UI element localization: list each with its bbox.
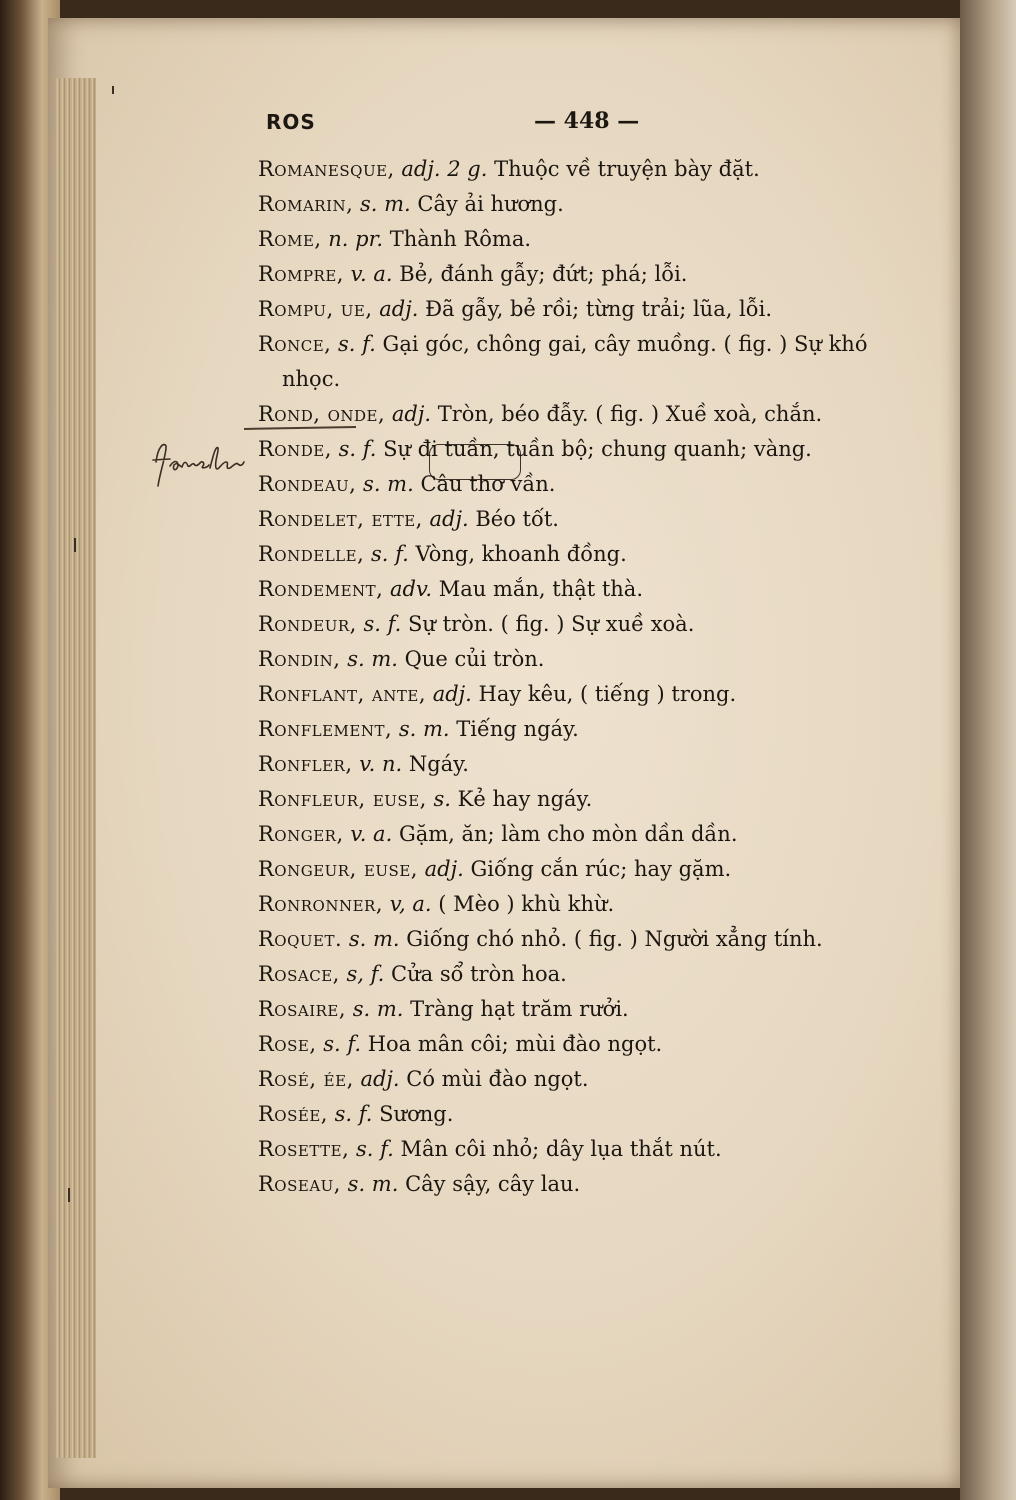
entry-grammar: s. m. [398,717,450,741]
dictionary-entry [258,467,958,502]
entry-grammar: s. m. [352,997,404,1021]
entry-definition: Gặm, ăn; làm cho mòn dần dần. [398,822,738,846]
entry-definition: Thuộc về truyện bày đặt. [494,157,760,181]
dictionary-entry [258,817,958,852]
entry-definition: Bẻ, đánh gẫy; đứt; phá; lỗi. [399,262,688,286]
entry-headword: Romarin, [258,192,354,216]
entry-grammar: v, a. [389,892,432,916]
dictionary-entry [258,607,958,642]
entry-headword: Rondelle, [258,542,365,566]
entry-definition: Mau mắn, thật thà. [438,577,644,601]
entry-grammar: adv. [390,577,433,601]
entry-headword: Rosé, ée, [258,1067,354,1091]
entry-grammar: s. f. [338,437,377,461]
entry-continuation: nhọc. [282,367,341,391]
entry-grammar: s. f. [370,542,409,566]
dictionary-entry [258,432,958,467]
dictionary-entry [258,152,958,187]
handwriting-svg [150,432,254,488]
entry-definition: Đã gẫy, bẻ rồi; từng trải; lũa, lỗi. [425,297,773,321]
entry-grammar: adj. [391,402,432,426]
facing-page-edge [960,0,1016,1500]
entry-headword: Roquet. [258,927,343,951]
dictionary-entry [258,852,958,887]
page-header [266,110,666,140]
entry-grammar: s. f. [338,332,376,356]
dictionary-entry [258,1062,958,1097]
entry-headword: Rose, [258,1032,317,1056]
entry-definition: Cây sậy, cây lau. [405,1172,581,1196]
page-stack-edges [56,78,96,1458]
dictionary-entry [258,642,958,677]
entry-definition: Que củi tròn. [404,647,545,671]
dictionary-entry [258,957,958,992]
margin-tick-mark [68,1188,70,1202]
entry-grammar: s. m. [360,192,411,216]
entry-grammar: s. f. [363,612,402,636]
entry-headword: Rompu, ue, [258,297,373,321]
dictionary-page [48,18,960,1488]
entry-headword: Ronce, [258,332,332,356]
dictionary-entry [258,502,958,537]
dictionary-entry [258,1167,958,1202]
entry-headword: Rondement, [258,577,384,601]
entry-headword: Rondeur, [258,612,357,636]
dictionary-entry [258,747,958,782]
dictionary-entry [258,572,958,607]
entry-headword: Romanesque, [258,157,395,181]
entry-grammar: s. m. [347,1172,399,1196]
entry-headword: Ronflant, ante, [258,682,427,706]
dictionary-entries [258,152,958,1202]
entry-definition: Tràng hạt trăm rưởi. [410,997,629,1021]
entry-grammar: s. f. [355,1137,394,1161]
entry-definition: Cửa sổ tròn hoa. [391,962,567,986]
entry-definition: Sự đi tuần, tuần bộ; chung quanh; vàng. [383,437,812,461]
entry-headword: Rond, onde, [258,402,386,426]
entry-grammar: s. f. [323,1032,362,1056]
dictionary-entry [258,187,958,222]
margin-dot-mark [112,86,114,94]
entry-grammar: v. a. [350,822,393,846]
entry-definition: Gại góc, chông gai, cây muồng. ( fig. ) Sự khó [382,332,868,356]
dictionary-entry [258,922,958,957]
entry-definition: Thành Rôma. [389,227,532,251]
entry-definition: Cây ải hương. [417,192,564,216]
entry-definition: Hay kêu, ( tiếng ) trong. [478,682,737,706]
dictionary-entry [258,257,958,292]
entry-grammar: adj. [379,297,419,321]
entry-grammar: s. m. [348,927,400,951]
entry-headword: Ronfleur, euse, [258,787,427,811]
entry-headword: Rongeur, euse, [258,857,418,881]
entry-headword: Ronger, [258,822,344,846]
dictionary-entry [258,537,958,572]
entry-headword: Rome, [258,227,322,251]
entry-definition: ( Mèo ) khù khừ. [438,892,615,916]
entry-grammar: adj. [424,857,464,881]
dictionary-entry [258,887,958,922]
entry-definition: Tiếng ngáy. [456,717,579,741]
entry-headword: Rosaire, [258,997,347,1021]
entry-grammar: s, f. [346,962,385,986]
entry-headword: Rondeau, [258,472,357,496]
entry-grammar: adj. [360,1067,400,1091]
entry-definition: Vòng, khoanh đồng. [415,542,627,566]
entry-headword: Rosée, [258,1102,328,1126]
entry-definition: Hoa mân côi; mùi đào ngọt. [367,1032,663,1056]
entry-definition: Tròn, béo đẫy. ( fig. ) Xuề xoà, chắn. [437,402,823,426]
dictionary-entry [258,1027,958,1062]
entry-definition: Giống cắn rúc; hay gặm. [470,857,732,881]
entry-definition: Sự tròn. ( fig. ) Sự xuề xoà. [408,612,695,636]
handwritten-margin-note [150,432,254,488]
entry-headword: Rondin, [258,647,341,671]
entry-headword: Roseau, [258,1172,341,1196]
entry-definition: Béo tốt. [475,507,559,531]
page-number: — 448 — [534,108,640,134]
entry-grammar: adj. 2 g. [401,157,488,181]
entry-definition: Ngáy. [408,752,469,776]
entry-definition: Sương. [379,1102,454,1126]
dictionary-entry [258,327,958,397]
entry-grammar: s. f. [334,1102,373,1126]
entry-grammar: s. [433,787,451,811]
entry-headword: Rosace, [258,962,340,986]
entry-grammar: adj. [432,682,472,706]
entry-grammar: s. m. [347,647,398,671]
entry-grammar: n. pr. [328,227,384,251]
entry-headword: Ronronner, [258,892,383,916]
margin-tick-mark [74,538,76,552]
entry-definition: Giống chó nhỏ. ( fig. ) Người xẳng tính. [406,927,823,951]
entry-headword: Rompre, [258,262,344,286]
entry-headword: Ronfler, [258,752,353,776]
entry-headword: Ronde, [258,437,332,461]
entry-definition: Mân côi nhỏ; dây lụa thắt nút. [400,1137,722,1161]
entry-definition: Câu thơ vần. [420,472,556,496]
dictionary-entry [258,397,958,432]
entry-headword: Ronflement, [258,717,393,741]
dictionary-entry [258,712,958,747]
entry-definition: Kẻ hay ngáy. [457,787,593,811]
dictionary-entry [258,782,958,817]
entry-headword: Rondelet, ette, [258,507,423,531]
dictionary-entry [258,1132,958,1167]
entry-grammar: v. n. [359,752,403,776]
entry-definition: Có mùi đào ngọt. [406,1067,589,1091]
entry-grammar: s. m. [363,472,414,496]
dictionary-entry [258,1097,958,1132]
dictionary-entry [258,222,958,257]
dictionary-entry [258,292,958,327]
running-head: ROS [266,110,316,134]
dictionary-entry [258,677,958,712]
entry-grammar: v. a. [350,262,393,286]
dictionary-entry [258,992,958,1027]
entry-headword: Rosette, [258,1137,350,1161]
entry-grammar: adj. [429,507,469,531]
